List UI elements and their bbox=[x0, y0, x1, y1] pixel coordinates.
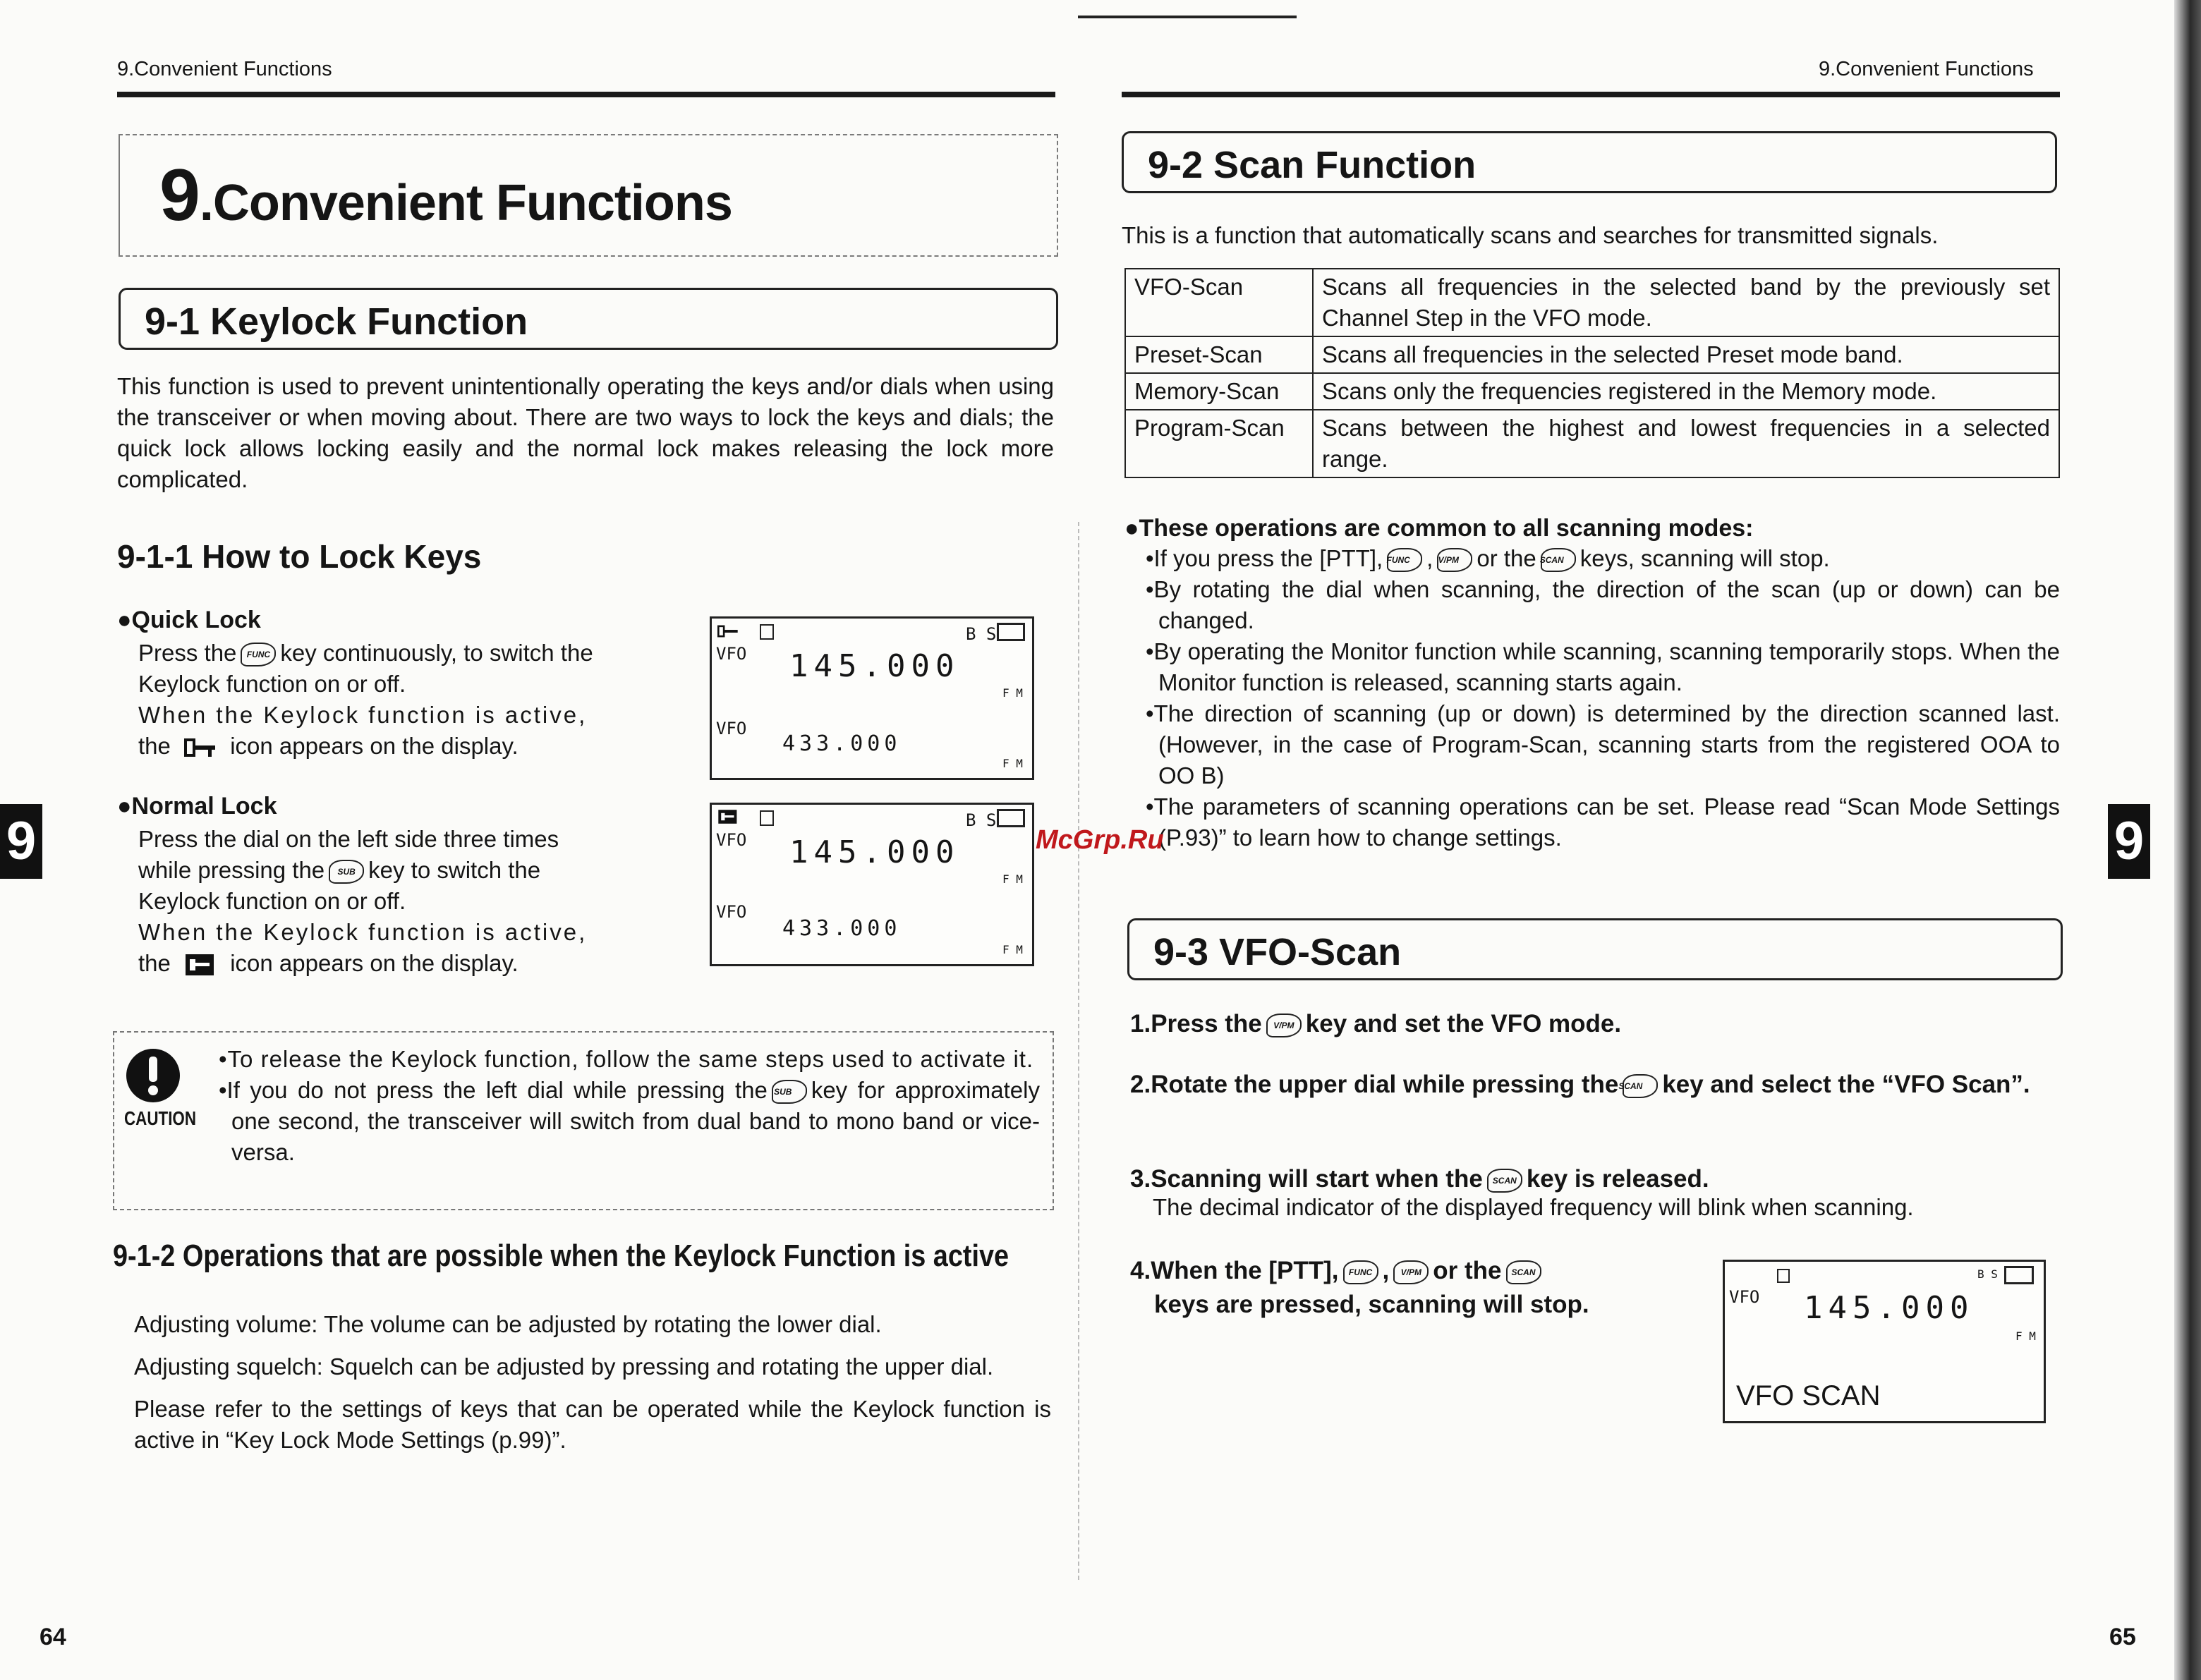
step1-text-a: 1.Press the bbox=[1130, 1010, 1262, 1037]
table-cell-desc: Scans only the frequencies registered in the Memory mode. bbox=[1313, 373, 2059, 410]
top-mark bbox=[1078, 16, 1297, 18]
quick-lock-line1b: key continuously, to switch the bbox=[280, 640, 593, 666]
lcd-fm-sub: F M bbox=[1002, 943, 1023, 956]
quick-lock-line4b: icon appears on the display. bbox=[230, 733, 519, 759]
step4-text-a: 4.When the [PTT], bbox=[1130, 1257, 1339, 1284]
header-rule-right bbox=[1122, 92, 2060, 97]
running-header-left: 9.Convenient Functions bbox=[117, 58, 332, 80]
table-cell-name: Preset-Scan bbox=[1125, 336, 1313, 373]
lcd-freq: 145.000 bbox=[1804, 1290, 1975, 1326]
lcd-fm-main: F M bbox=[1002, 686, 1023, 700]
step4-text-b: , bbox=[1382, 1257, 1390, 1284]
caution-text bbox=[219, 1044, 1040, 1168]
common-bullet-5: •The parameters of scanning operations can be set. Please read “Scan Mode Settings (P.93)” to learn how to change settings. bbox=[1146, 793, 2060, 851]
header-rule-left bbox=[117, 92, 1055, 97]
table-row bbox=[1125, 336, 2059, 373]
key-lock-filled-icon bbox=[184, 954, 217, 975]
table-cell-name: Program-Scan bbox=[1125, 410, 1313, 477]
step4-text-c: or the bbox=[1433, 1257, 1502, 1284]
normal-lock-line5b: icon appears on the display. bbox=[230, 950, 519, 976]
normal-lock-heading: ●Normal Lock bbox=[117, 793, 277, 820]
normal-lock-text bbox=[138, 824, 653, 979]
lcd-fm: F M bbox=[2015, 1329, 2036, 1343]
vpm-key-icon: V/PM bbox=[1437, 548, 1472, 572]
operation-volume: Adjusting volume: The volume can be adjusted by rotating the lower dial. bbox=[134, 1311, 882, 1337]
lcd-memory-icon bbox=[760, 810, 774, 826]
battery-icon bbox=[997, 809, 1025, 827]
quick-lock-line3: When the Keylock function is active, bbox=[138, 702, 588, 728]
quick-lock-text bbox=[138, 638, 653, 762]
caution-box bbox=[113, 1031, 1054, 1210]
sub-key-icon: SUB bbox=[329, 860, 364, 884]
battery-icon bbox=[2004, 1266, 2034, 1284]
step3-note: The decimal indicator of the displayed frequency will blink when scanning. bbox=[1153, 1194, 1914, 1220]
lcd-key-lock-icon bbox=[717, 624, 739, 638]
lcd-mode-main: VFO bbox=[716, 830, 747, 850]
step2-text-a: 2.Rotate the upper dial while pressing the bbox=[1130, 1071, 1619, 1098]
sub-key-icon: SUB bbox=[772, 1080, 807, 1104]
normal-lock-line4: When the Keylock function is active, bbox=[138, 919, 588, 945]
table-row bbox=[1125, 373, 2059, 410]
func-key-icon: FUNC bbox=[1387, 548, 1422, 572]
subsection-9-1-1-title: 9-1-1 How to Lock Keys bbox=[117, 538, 482, 575]
common-bullet-3: •By operating the Monitor function while scanning, scanning temporarily stops. When the Monitor function is released, scanning starts again. bbox=[1146, 638, 2060, 695]
step3-text-a: 3.Scanning will start when the bbox=[1130, 1165, 1483, 1193]
chapter-number: 9 bbox=[159, 154, 200, 236]
section-9-2-title: 9-2 Scan Function bbox=[1148, 144, 1477, 186]
common-bullet-4: •The direction of scanning (up or down) is determined by the direction scanned last. (However, in the case of Program-Scan, scanning starts from the registered OOA to OO B) bbox=[1146, 700, 2060, 789]
caution-bullet-1: •To release the Keylock function, follow the same steps used to activate it. bbox=[219, 1046, 1034, 1072]
common-operations-list bbox=[1146, 543, 2060, 853]
step3-text-b: key is released. bbox=[1526, 1165, 1709, 1193]
battery-icon bbox=[997, 623, 1025, 641]
lcd-scan-text: VFO SCAN bbox=[1736, 1380, 1881, 1411]
caution-bullet-2a: •If you do not press the left dial while pressing the bbox=[219, 1077, 768, 1103]
scan-key-icon: SCAN bbox=[1541, 548, 1576, 572]
lcd-display-vfo-scan bbox=[1723, 1260, 2046, 1423]
lcd-freq-sub: 433.000 bbox=[782, 916, 902, 941]
table-cell-desc: Scans all frequencies in the selected Preset mode band. bbox=[1313, 336, 2059, 373]
watermark: McGrp.Ru bbox=[1036, 825, 1164, 855]
vpm-key-icon: V/PM bbox=[1266, 1014, 1302, 1037]
normal-lock-line3: Keylock function on or off. bbox=[138, 888, 406, 914]
step1-text-b: key and set the VFO mode. bbox=[1305, 1010, 1622, 1037]
vfo-scan-step-4 bbox=[1130, 1254, 1680, 1322]
table-row bbox=[1125, 410, 2059, 477]
keylock-intro: This function is used to prevent unintentionally operating the keys and/or dials when using the transceiver or when moving about. There are two ways to lock the keys and dials; the quick lock allows locking easily and the normal lock makes releasing the lock more complicated. bbox=[117, 373, 1054, 492]
lcd-mode-main: VFO bbox=[716, 644, 747, 664]
page-number-right: 65 bbox=[2109, 1624, 2136, 1650]
lcd-fm-sub: F M bbox=[1002, 757, 1023, 770]
scan-key-icon: SCAN bbox=[1623, 1074, 1658, 1098]
vpm-key-icon: V/PM bbox=[1393, 1260, 1429, 1284]
lcd-memory-icon bbox=[760, 624, 774, 640]
vfo-scan-step-3 bbox=[1130, 1162, 1709, 1196]
lcd-memory-icon bbox=[1777, 1269, 1790, 1283]
lcd-bs-label: B S bbox=[1977, 1267, 1998, 1281]
lcd-freq-main: 145.000 bbox=[789, 648, 960, 684]
table-cell-desc: Scans all frequencies in the selected band by the previously set Channel Step in the VFO mode. bbox=[1313, 269, 2059, 336]
common-bullet-1d: keys, scanning will stop. bbox=[1579, 545, 1830, 571]
lcd-freq-main: 145.000 bbox=[789, 834, 960, 870]
lcd-key-lock-filled-icon bbox=[717, 809, 739, 824]
lcd-display-normal-lock bbox=[710, 803, 1034, 966]
vfo-scan-step-2 bbox=[1130, 1068, 2066, 1102]
table-cell-name: VFO-Scan bbox=[1125, 269, 1313, 336]
chapter-title: 9.Convenient Functions bbox=[159, 154, 732, 236]
step2-text-b: key and select the “VFO Scan”. bbox=[1662, 1071, 2030, 1098]
lcd-freq-sub: 433.000 bbox=[782, 731, 902, 756]
common-bullet-2: •By rotating the dial when scanning, the direction of the scan (up or down) can be changed. bbox=[1146, 576, 2060, 633]
lcd-bs-label: B S bbox=[966, 624, 997, 644]
chapter-tab-left: 9 bbox=[0, 804, 42, 879]
operation-refer: Please refer to the settings of keys that can be operated while the Keylock function is active in “Key Lock Mode Settings (p.99)”. bbox=[134, 1396, 1051, 1453]
common-bullet-1b: , bbox=[1426, 545, 1433, 571]
table-row bbox=[1125, 269, 2059, 336]
lcd-mode-sub: VFO bbox=[716, 902, 747, 922]
key-lock-icon bbox=[184, 737, 217, 758]
lcd-display-quick-lock bbox=[710, 616, 1034, 780]
scan-key-icon: SCAN bbox=[1487, 1169, 1522, 1193]
page-number-left: 64 bbox=[40, 1624, 66, 1650]
quick-lock-heading: ●Quick Lock bbox=[117, 607, 261, 633]
step4-text-d: keys are pressed, scanning will stop. bbox=[1154, 1291, 1589, 1318]
normal-lock-line2b: key to switch the bbox=[368, 857, 541, 883]
vfo-scan-step-1 bbox=[1130, 1007, 1621, 1041]
page-edge-shadow bbox=[2174, 0, 2201, 1680]
section-9-1-box bbox=[119, 288, 1058, 350]
normal-lock-line5a: the bbox=[138, 950, 171, 976]
common-bullet-1a: •If you press the [PTT], bbox=[1146, 545, 1383, 571]
func-key-icon: FUNC bbox=[241, 643, 276, 666]
gutter-line bbox=[1078, 522, 1081, 1580]
quick-lock-line2: Keylock function on or off. bbox=[138, 671, 406, 697]
common-operations-heading: ●These operations are common to all scanning modes: bbox=[1124, 515, 1754, 542]
keylock-operations-list bbox=[134, 1309, 1051, 1456]
scan-intro: This is a function that automatically scans and searches for transmitted signals. bbox=[1122, 222, 1939, 248]
caution-bullet-2b: key for approximately one second, the transceiver will switch from dual band to mono band or vice-versa. bbox=[231, 1077, 1040, 1165]
common-bullet-1c: or the bbox=[1477, 545, 1536, 571]
operation-squelch: Adjusting squelch: Squelch can be adjusted by pressing and rotating the upper dial. bbox=[134, 1353, 994, 1380]
subsection-9-1-2-title: 9-1-2 Operations that are possible when the Keylock Function is active bbox=[113, 1238, 1009, 1273]
lcd-mode-sub: VFO bbox=[716, 719, 747, 738]
table-cell-name: Memory-Scan bbox=[1125, 373, 1313, 410]
scan-types-table bbox=[1124, 268, 2060, 478]
lcd-bs-label: B S bbox=[966, 810, 997, 830]
normal-lock-line1: Press the dial on the left side three times bbox=[138, 826, 559, 852]
section-9-2-box bbox=[1122, 131, 2057, 193]
func-key-icon: FUNC bbox=[1343, 1260, 1378, 1284]
running-header-right: 9.Convenient Functions bbox=[1819, 58, 2034, 80]
chapter-title-text: Convenient Functions bbox=[212, 175, 732, 231]
section-9-3-title: 9-3 VFO-Scan bbox=[1153, 931, 1402, 973]
chapter-tab-right: 9 bbox=[2108, 804, 2150, 879]
table-cell-desc: Scans between the highest and lowest frequencies in a selected range. bbox=[1313, 410, 2059, 477]
caution-icon bbox=[126, 1048, 181, 1103]
lcd-fm-main: F M bbox=[1002, 872, 1023, 886]
scan-key-icon: SCAN bbox=[1506, 1260, 1541, 1284]
quick-lock-line4a: the bbox=[138, 733, 171, 759]
lcd-mode: VFO bbox=[1729, 1287, 1760, 1307]
normal-lock-line2a: while pressing the bbox=[138, 857, 325, 883]
caution-label: CAUTION bbox=[124, 1107, 197, 1129]
section-9-1-title: 9-1 Keylock Function bbox=[145, 300, 528, 343]
chapter-title-box bbox=[119, 134, 1058, 257]
quick-lock-line1a: Press the bbox=[138, 640, 237, 666]
section-9-3-box bbox=[1127, 918, 2063, 980]
